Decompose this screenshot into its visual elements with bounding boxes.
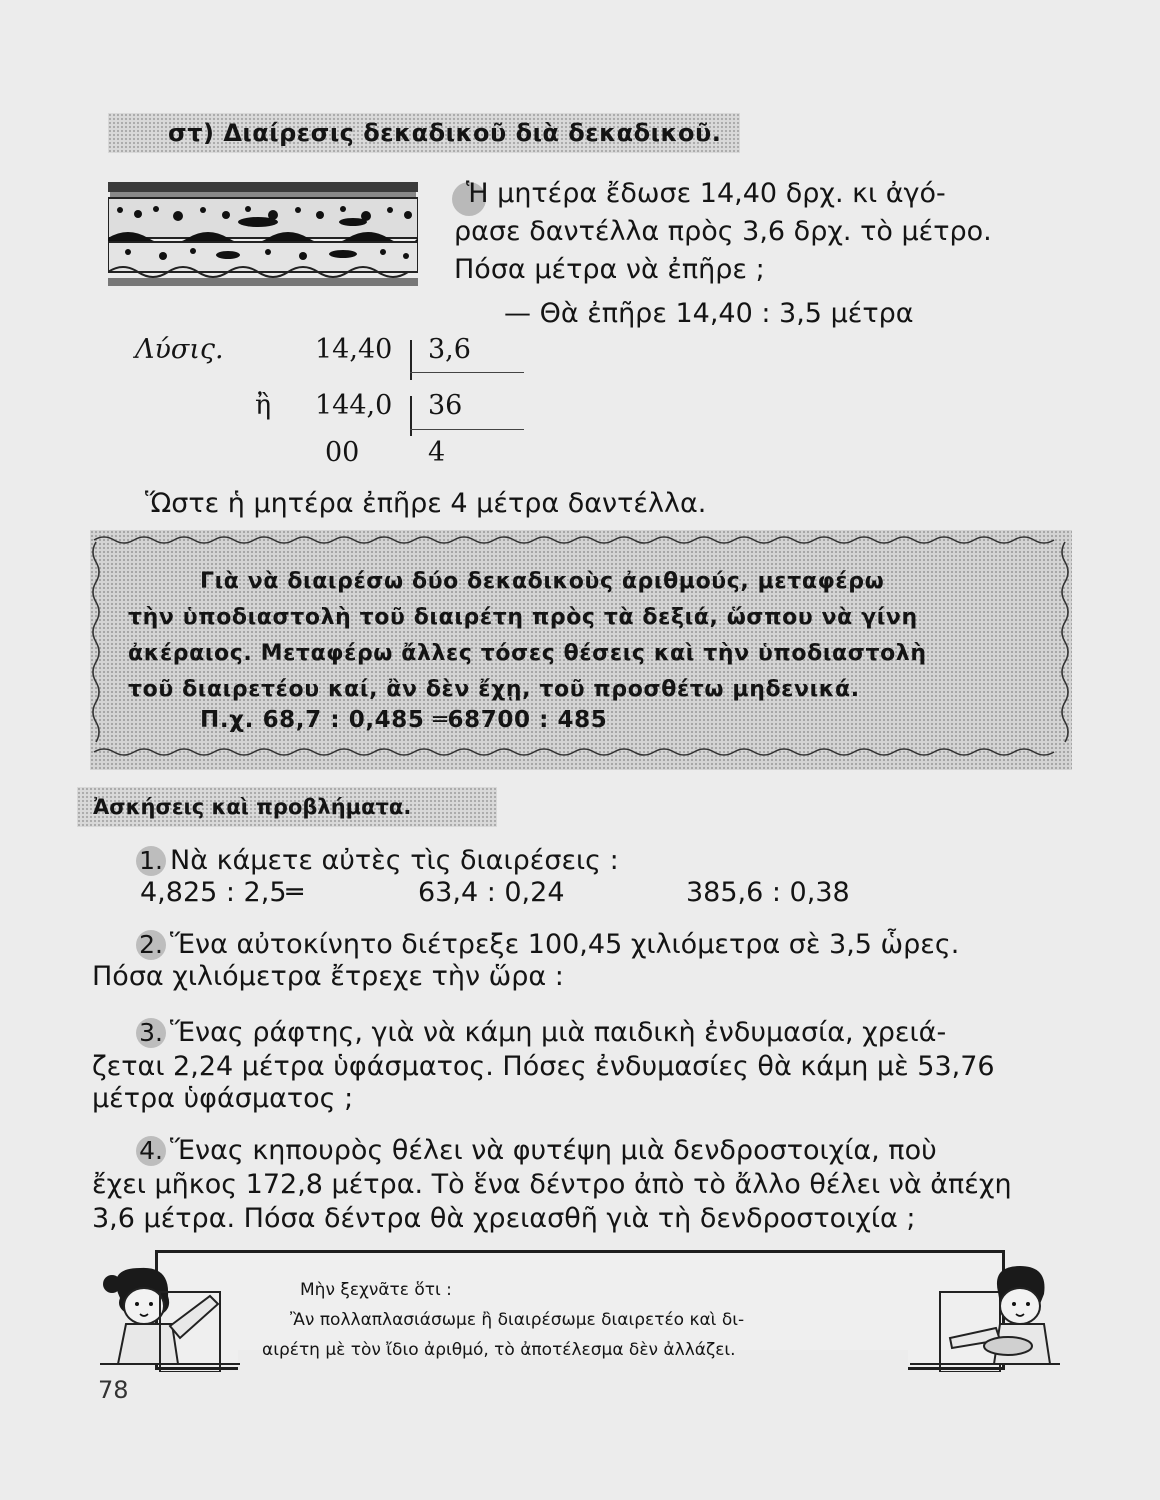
exercise-4	[136, 1132, 937, 1170]
quotient: 4	[428, 437, 446, 468]
exercise-4-line-2: ἔχει μῆκος 172,8 μέτρα. Τὸ ἕνα δέντρο ἀπὸ τὸ ἄλλο θέλει νὰ ἀπέχη	[92, 1169, 1012, 1200]
exercise-4-line-3: 3,6 μέτρα. Πόσα δέντρα θὰ χρειασθῆ γιὰ τὴ δενδροστοιχία ;	[92, 1203, 916, 1234]
exercise-3-line-2: ζεται 2,24 μέτρα ὑφάσματος. Πόσες ἐνδυμασίες θὰ κάμη μὲ 53,76	[92, 1051, 995, 1082]
exercise-1-item-3: 385,6 : 0,38	[686, 877, 850, 908]
problem-line-1: Ἡ μητέρα ἔδωσε 14,40 δρχ. κι ἀγό-	[466, 178, 946, 209]
exercise-number: 1.	[136, 846, 166, 876]
exercise-text: Ἕνας ράφτης, γιὰ νὰ κάμη μιὰ παιδικὴ ἐνδυμασία, χρειά-	[170, 1017, 947, 1048]
exercise-1-item-1: 4,825 : 2,5═	[140, 877, 303, 908]
exercise-1-item-2: 63,4 : 0,24	[418, 877, 565, 908]
rule-box	[90, 530, 1072, 770]
or-label: ἢ	[255, 390, 272, 421]
dividend-2: 144,0	[315, 390, 393, 421]
solution-label: Λύσις.	[135, 334, 224, 365]
exercise-text: Ἕνας κηπουρὸς θέλει νὰ φυτέψη μιὰ δενδροστοιχία, ποὺ	[170, 1135, 937, 1166]
division-bar-vertical-2	[410, 396, 412, 436]
note-title: Μὴν ξεχνᾶτε ὅτι :	[300, 1280, 452, 1300]
solution-conclusion: Ὥστε ἡ μητέρα ἐπῆρε 4 μέτρα δαντέλλα.	[145, 488, 707, 519]
exercise-number: 4.	[136, 1136, 166, 1166]
remainder: 00	[325, 437, 360, 468]
lace-illustration	[108, 182, 418, 288]
divisor-2: 36	[428, 390, 463, 421]
exercises-heading: Ἀσκήσεις καὶ προβλήματα.	[77, 787, 497, 827]
problem-line-2: ρασε δαντέλλα πρὸς 3,6 δρχ. τὸ μέτρο.	[454, 216, 992, 247]
exercise-number: 2.	[136, 930, 166, 960]
exercise-text: Ἕνα αὐτοκίνητο διέτρεξε 100,45 χιλιόμετρα σὲ 3,5 ὧρες.	[170, 929, 960, 960]
divisor-1: 3,6	[428, 334, 471, 365]
dividend-1: 14,40	[315, 334, 393, 365]
division-bar-horizontal-1	[410, 372, 524, 373]
division-bar-horizontal-2	[410, 429, 524, 430]
note-line-2: αιρέτη μὲ τὸν ἴδιο ἀριθμό, τὸ ἀποτέλεσμα δὲν ἀλλάζει.	[262, 1340, 736, 1360]
rule-line-1: Γιὰ νὰ διαιρέσω δύο δεκαδικοὺς ἀριθμούς, μεταφέρω	[200, 569, 885, 594]
section-heading: στ) Διαίρεσις δεκαδικοῦ διὰ δεκαδικοῦ.	[108, 113, 740, 153]
exercise-number: 3.	[136, 1018, 166, 1048]
exercise-3	[136, 1014, 946, 1052]
boy-illustration	[910, 1262, 1060, 1372]
division-bar-vertical-1	[410, 340, 412, 380]
exercise-2-line-2: Πόσα χιλιόμετρα ἔτρεχε τὴν ὥρα :	[92, 961, 564, 992]
rule-line-2: τὴν ὑποδιαστολὴ τοῦ διαιρέτη πρὸς τὰ δεξιά, ὥσπου νὰ γίνη	[128, 605, 918, 630]
exercise-text: Νὰ κάμετε αὐτὲς τὶς διαιρέσεις :	[170, 845, 619, 876]
rule-example: Π.χ. 68,7 : 0,485 ═68700 : 485	[200, 707, 608, 733]
exercise-3-line-3: μέτρα ὑφάσματος ;	[92, 1083, 354, 1114]
problem-line-3: Πόσα μέτρα νὰ ἐπῆρε ;	[454, 254, 765, 285]
rule-line-4: τοῦ διαιρετέου καί, ἂν δὲν ἔχῃ, τοῦ προσθέτω μηδενικά.	[128, 677, 860, 702]
girl-illustration	[100, 1262, 240, 1372]
rule-line-3: ἀκέραιος. Μεταφέρω ἄλλες τόσες θέσεις καὶ τὴν ὑποδιαστολὴ	[128, 641, 927, 666]
note-line-1: Ἂν πολλαπλασιάσωμε ἢ διαιρέσωμε διαιρετέο καὶ δι-	[290, 1310, 745, 1330]
problem-answer: — Θὰ ἐπῆρε 14,40 : 3,5 μέτρα	[504, 298, 914, 329]
page-number: 78	[98, 1376, 129, 1404]
